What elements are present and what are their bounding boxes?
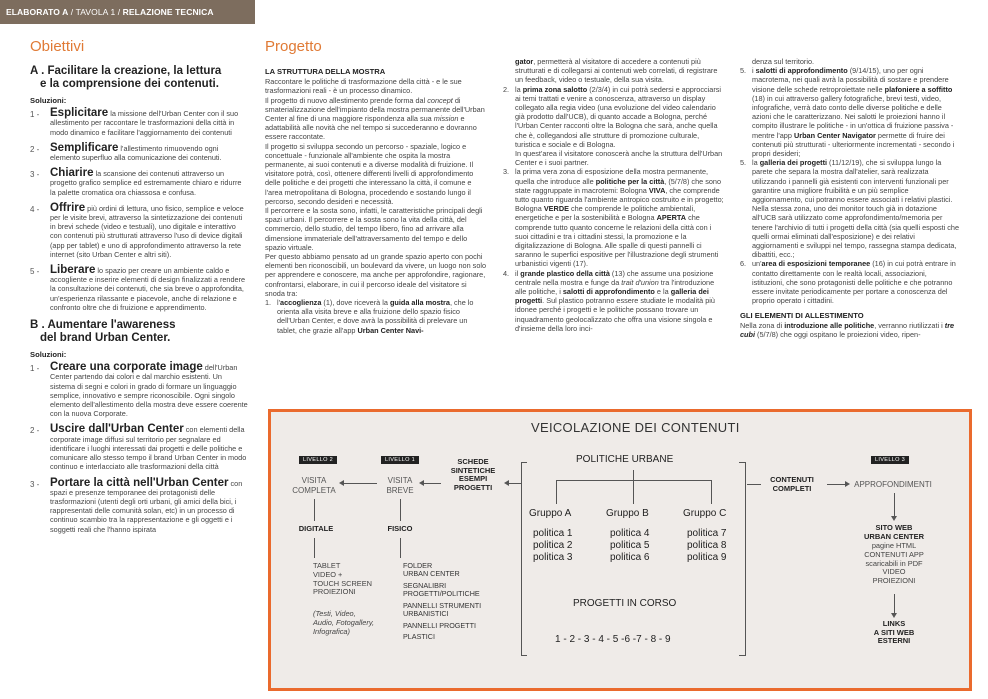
contenuti-completi: CONTENUTI COMPLETI [770, 475, 814, 493]
list-item: 5 - Liberare lo spazio per creare un ambiente caldo e accogliente e inserire elementi di design finalizzati a rendere la consultazione dei contenuti, che sia breve o approfondita, un'esperienza rilassante e piacevole, anche di relazione e confronto oltre che di fruizione e apprendimento. [30, 264, 246, 312]
group-b-item: politica 4 [610, 528, 650, 539]
fisico-label: FISICO [387, 524, 413, 533]
paragraph: Il progetto si sviluppa secondo un percorso - spaziale, logico e concettuale - funzionale all'ambiente che ospita la mostra permanente, ai suoi contenuti e a diverse modalità di fruizione. Il visitatore potrà, così, ottenere differenti livelli di approfondimento delle politiche e dei progetti che interessano la città, il comune e l'area metropolitana di Bologna, procedendo e sostando lungo il percorso, secondo desideri e necessità. [265, 141, 474, 206]
group-b-item: politica 6 [610, 552, 650, 563]
group-c-item: politica 9 [687, 552, 727, 563]
list-item: 4. il grande plastico della città (13) che assume una posizione centrale nella mostra e funge da trait d'union tra l'introduzione alle politiche, i salotti di approfondimento e la galleria dei progetti. Sul plastico potranno essere studiate le modalità più idonee perché i progetti e le politiche possano trovare un inquadramento geolocalizzato che offra una visione singola e d'insieme della loro inci- [503, 268, 715, 333]
paragraph: Il percorrere e la sosta sono, infatti, le caratteristiche principali degli spazi urbani. Il percorrere e la sosta sono la vita della città, del commercio, dello studio, del tempo libero, fino ad arrivare alla dimensione immateriale dell'attraversamento del tempo e dello spazio virtuale. [265, 206, 483, 252]
list-item: 2 - Uscire dall'Urban Center con elementi della corporate image diffusi sul territorio per segnalare ed identificare i luoghi interessati dai progetti e delle politiche e comunicare allo stesso tempo il brand Urban Center in modo continuo e interlacciato alle trasformazioni della città [30, 423, 247, 472]
tree-line [633, 480, 634, 504]
arrow-head-icon [891, 613, 897, 618]
bracket-top-right [739, 462, 745, 463]
progetti-numbers: 1 - 2 - 3 - 4 - 5 -6 -7 - 8 - 9 [555, 634, 671, 645]
list-item: 5. la galleria dei progetti (11/12/19), che si sviluppa lungo la parete che separa la mostra dall'atelier, sarà realizzata utilizzando i pannelli già esistenti con interventi funzionali per garantire una migliore fruibilità e un più semplice aggiornamento, cui potranno essere associati i relativi plastici. Nella stessa zona, uno dei monitor touch già in dotazione all'UCB sarà utilizzato come approfondimento/memoria per tenere l'archivio di tutti i progetti della città (sia quelli esposti che quelli ormai eliminati dall'esposizione) e dei relativi aggiornamenti e sviluppi nel tempo, rassegna stampa dedicata, dibattiti, ecc.; [740, 158, 960, 260]
arrow-head-icon [504, 480, 509, 486]
fisico-item-folder: FOLDER URBAN CENTER [403, 561, 460, 579]
paragraph: Il progetto di nuovo allestimento prende forma dal concept di smaterializzazione dell'impianto della mostra permanente dell'Urban Center al fine di una maggiore rispondenza alla sua mission e adattabilità alle novità che nel tempo si succederanno e dovranno essere raccontate. [265, 95, 485, 142]
list-item: 3 - Chiarire la scansione dei contenuti attraverso un progetto grafico semplice ed estremamente chiaro e ridurre la palette cromatica ora chiassosa e confusa. [30, 167, 242, 197]
list-item: 1. l'accoglienza (1), dove riceverà la guida alla mostra, che lo orienta alla visita breve e alla fruizione dello spazio fisico dell'Urban Center, e dove avrà la possibilità di prelevare un tablet, che grazie all'app Urban Center Navi- [265, 298, 474, 335]
paragraph: Nella zona di introduzione alle politiche, verranno riutilizzati i tre cubi (5/7/8) che oggi ospitano le proiezioni video, ripen- [740, 320, 955, 339]
visita-breve: VISITA BREVE [386, 476, 414, 495]
header-part3: RELAZIONE TECNICA [122, 7, 214, 17]
arrow-line [423, 483, 441, 484]
digitale-note: (Testi, Video, Audio, Fotogallery, Infografica) [313, 609, 375, 636]
header-bar: ELABORATO A / TAVOLA 1 / RELAZIONE TECNICA [0, 0, 255, 24]
approfondimenti: APPROFONDIMENTI [854, 480, 932, 489]
arrow-line [343, 483, 377, 484]
list-item: 5. i salotti di approfondimento (9/14/15), uno per ogni macrotema, nei quali avrà la possibilità di sostare e prendere visione delle schede retroproiettate nelle plafoniere a soffitto (18) in cui attraverso gallery fotografiche, brevi testi, video, infografiche, verrà dato conto delle diverse politiche e delle azioni che le caratterizzano. Nei salotti le proiezioni hanno il compito illustrare le politiche - in un'ottica di fruizione passiva - mentre l'app Urban Center Navigator permette di fruire dei contenuti più strutturati - ulteriormente incrementati - secondo i propri desideri; [740, 66, 955, 159]
list-item: 2 - Semplificare l'allestimento rimuovendo ogni elemento superfluo alla comunicazione dei contenuti. [30, 141, 222, 163]
arrow-head-icon [339, 480, 344, 486]
paragraph: gator, permetterà al visitatore di accedere a contenuti più strutturati e di collegarsi ai contenuti web correlati, di registrare un feedback, video o testuale, della sua visita. [515, 57, 718, 85]
level-2-badge: LIVELLO 2 [299, 456, 337, 464]
links-siti-esterni: LINKS A SITI WEB ESTERNI [873, 619, 915, 646]
list-item: 2. la prima zona salotto (2/3/4) in cui potrà sedersi e approcciarsi ai temi trattati e venire a conoscenza, attraverso un display collegato alla regia video (una evoluzione del video calendario già prodotto dall'UCB), di quanto accade a Bologna, perché l'Urban Center racconti oltre la Bologna che sarà, anche quella che è, collegandosi alle strutture di promozione culturale, turistica e sociale e di Bologna. In quest'area il visitatore conoscerà anche la struttura dell'Urban Center e i suoi partner. [503, 84, 723, 168]
connector-line [400, 499, 401, 521]
subtitle-elementi: GLI ELEMENTI DI ALLESTIMENTO [740, 311, 864, 321]
heading-b: B . Aumentare l'awareness del brand Urban Center. [30, 319, 176, 344]
list-item: 1 - Esplicitare la missione dell'Urban Center con il suo allestimento per raccontare le trasformazioni della città in modo dinamico e facilitare l'aggiornamento dei contenuti [30, 107, 239, 137]
level-1-badge: LIVELLO 1 [381, 456, 419, 464]
bracket-bottom-right [739, 655, 745, 656]
column-progetto-cont [503, 57, 725, 333]
arrow-line [747, 484, 761, 485]
progetti-in-corso: PROGETTI IN CORSO [573, 598, 677, 609]
group-b-title: Gruppo B [606, 508, 649, 519]
connector-line [314, 538, 315, 558]
column-obiettivi [30, 38, 248, 541]
visita-completa: VISITA COMPLETA [292, 476, 336, 495]
tree-line [633, 470, 634, 480]
connector-line [894, 594, 895, 614]
list-item: 3. la prima vera zona di esposizione della mostra permanente, quella che introduce alle politiche per la città, (5/7/8) che sono state raggruppate in macrotemi: Bologna VIVA, che comprende tutto quanto riguarda l'ambiente antropico costruito e in progetto; Bologna VERDE che comprende le politiche ambientali, energetiche e per la sostenibilità e Bologna APERTA che comprende tutto quanto concerne le relazioni della città con i suoi cittadini e tra i cittadini stessi, la promozione e la digitalizzazione di Bologna. Alle spalle di questi pannelli ci saranno le superfici espositive per l'illustrazione degli strumenti urbanistici vigenti (17). [503, 167, 724, 269]
group-b-item: politica 5 [610, 540, 650, 551]
schede-sintetiche: SCHEDE SINTETICHE ESEMPI PROGETTI [450, 457, 496, 492]
section-title-progetto: Progetto [265, 38, 322, 55]
tree-line [711, 480, 712, 504]
bracket-top-left [521, 462, 527, 463]
list-item: 4 - Offrire più ordini di lettura, uno fisico, semplice e veloce per le visite brevi, attraverso la sintetizzazione dei contenuti in brevi schede (video e testuali), uno digitale e interattivo con contenuti più strutturati attraverso l'uso di device digitali (app per tablet) e uno di approfondimento attraverso la rete internet (sito Urban Center e altri siti). [30, 201, 244, 259]
digitale-label: DIGITALE [298, 524, 334, 533]
group-c-item: politica 8 [687, 540, 727, 551]
list-item: 1 - Creare una corporate image dell'Urban Center partendo dai colori e dal marchio esistenti. Un sistema di segni e colori in grado di formare un linguaggio semplice, innovativo e sempre riconoscibile. Ogni singolo elemento dell'allestimento della mostra deve essere coerente con la nuova Corporate. [30, 361, 248, 419]
connector-line [894, 493, 895, 517]
tree-line [556, 480, 557, 504]
arrow-head-icon [845, 481, 850, 487]
list-b [30, 363, 248, 533]
group-a-item: politica 1 [533, 528, 573, 539]
group-a-item: politica 2 [533, 540, 573, 551]
heading-a: A . Facilitare la creazione, la lettura e la comprensione dei contenuti. [30, 65, 222, 90]
header-part1: ELABORATO A [6, 7, 69, 17]
diagram-veicolazione [268, 409, 972, 691]
bracket-right [745, 462, 746, 656]
connector-line [314, 499, 315, 521]
digitale-items: TABLET VIDEO + TOUCH SCREEN PROIEZIONI [313, 561, 372, 597]
fisico-item-plastici: PLASTICI [403, 632, 435, 641]
fisico-item-pannelli-strumenti: PANNELLI STRUMENTI URBANISTICI [403, 601, 482, 619]
list-item: 3 - Portare la città nell'Urban Center con spazi e presenze temporanee dei protagonisti delle trasformazioni (utenti degli orti urbani, gli amici della bici, i rappresentati delle comunità solan, etc) in un processo di continuo scambio tra la rappresentazione e gli oggetti e i soggetti reali che l'hanno ispirata [30, 476, 243, 534]
sito-web-items: pagine HTML CONTENUTI APP scaricabili in PDF VIDEO PROIEZIONI [864, 541, 924, 586]
section-title-obiettivi: Obiettivi [30, 38, 85, 55]
list-item: 6. un'area di esposizioni temporanee (16) in cui potrà entrare in contatto direttamente con le realtà locali, associazioni, istituzioni, che sono protagonisti delle politiche e che potranno essere invitate periodicamente per portare a conoscenza del proprio operato i cittadini. [740, 259, 956, 306]
sito-web: SITO WEB URBAN CENTER [864, 523, 924, 541]
column-progetto [265, 38, 487, 335]
soluzioni-label-b: Soluzioni: [30, 350, 67, 360]
group-c-item: politica 7 [687, 528, 727, 539]
list-a [30, 109, 248, 312]
paragraph: Raccontare le politiche di trasformazione della città - e le sue trasformazioni reali - è un processo dinamico. [265, 77, 462, 96]
arrow-head-icon [419, 480, 424, 486]
group-a-item: politica 3 [533, 552, 573, 563]
arrow-line [507, 483, 521, 484]
fisico-item-segnalibri: SEGNALIBRI PROGETTI/POLITICHE [403, 581, 480, 599]
bracket-bottom-left [521, 655, 527, 656]
header-part2: TAVOLA 1 [75, 7, 116, 17]
connector-line [400, 538, 401, 558]
arrow-head-icon [891, 516, 897, 521]
group-a-title: Gruppo A [529, 508, 572, 519]
paragraph: denza sul territorio. [752, 57, 815, 66]
arrow-line [827, 484, 847, 485]
politiche-urbane: POLITICHE URBANE [576, 454, 674, 465]
column-progetto-cont2 [740, 57, 960, 339]
subtitle-struttura: LA STRUTTURA DELLA MOSTRA [265, 67, 386, 76]
diagram-title: VEICOLAZIONE DEI CONTENUTI [531, 420, 740, 435]
soluzioni-label-a: Soluzioni: [30, 96, 67, 105]
fisico-item-pannelli-progetti: PANNELLI PROGETTI [403, 621, 476, 630]
bracket-left [521, 462, 522, 656]
level-3-badge: LIVELLO 3 [871, 456, 909, 464]
group-c-title: Gruppo C [683, 508, 727, 519]
paragraph: Per questo abbiamo pensato ad un grande spazio aperto con pochi elementi ben riconoscibili, un boulevard da vivere, un luogo non solo per apprendere e conoscere, ma anche per approfondire, ragionare, confrontarsi, elaborare, in cui il percorso ideale del visitatore si snoda tra: [265, 252, 487, 298]
